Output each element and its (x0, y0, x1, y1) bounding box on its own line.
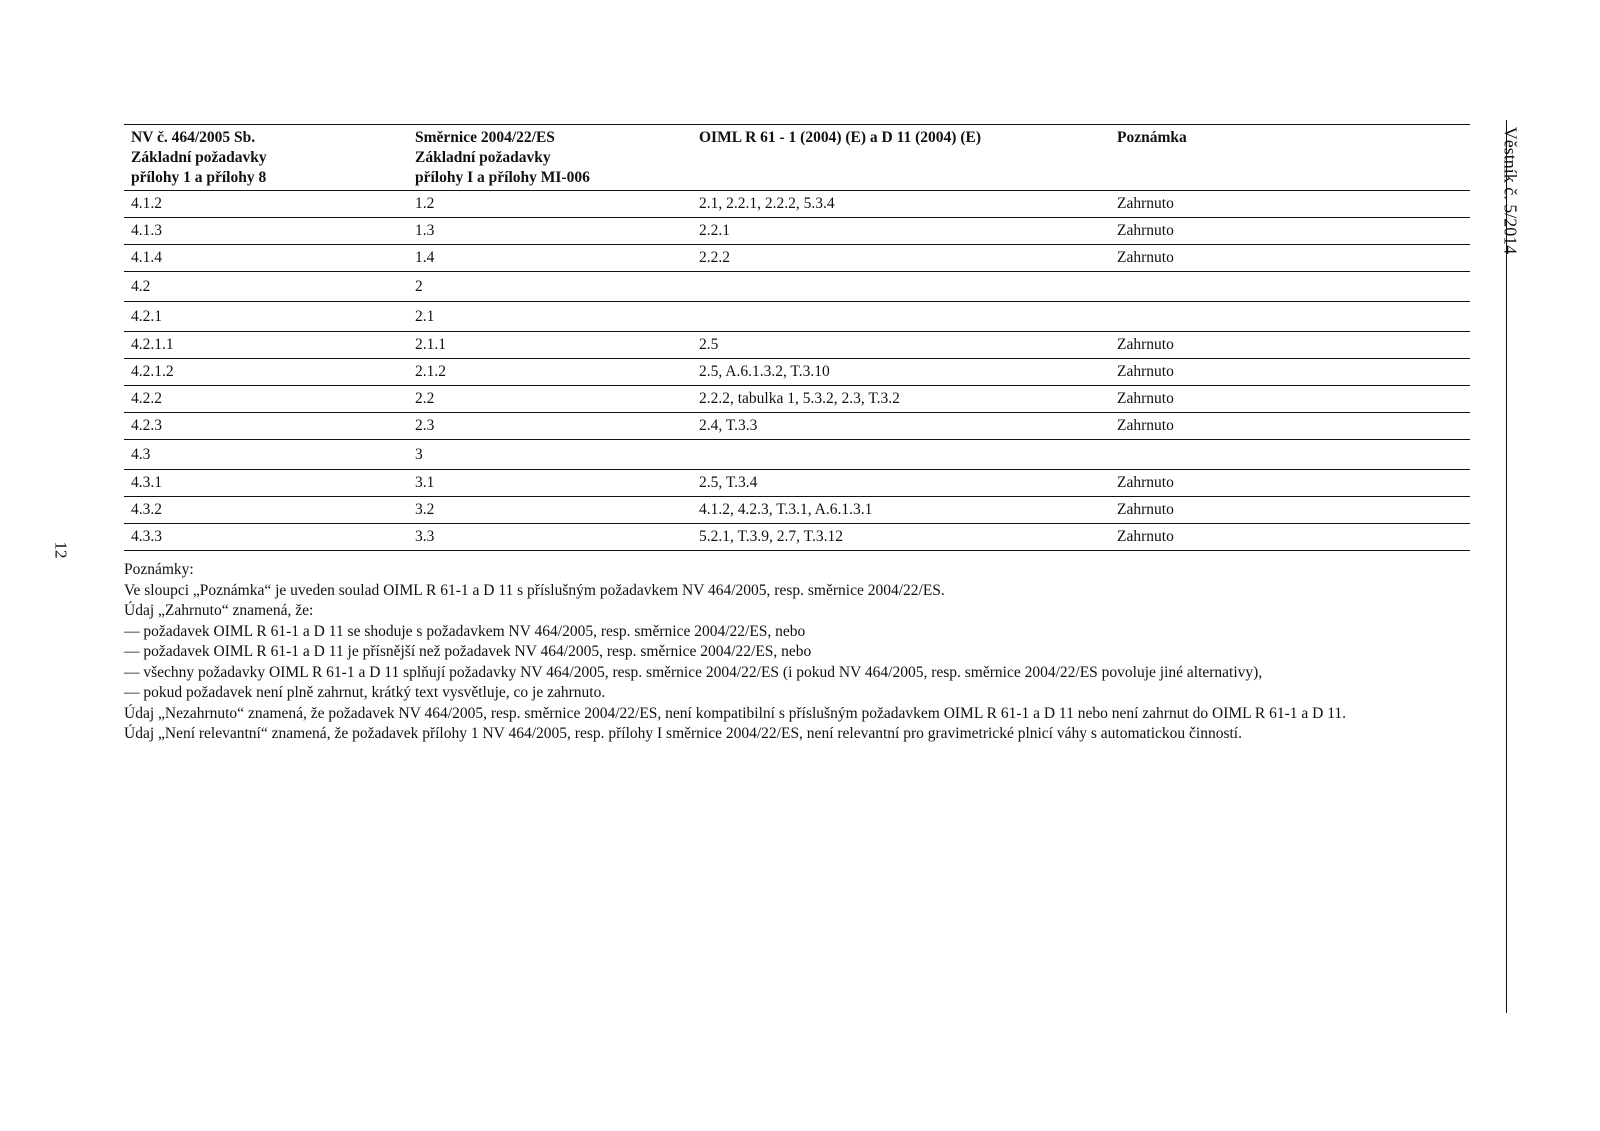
cell-nv: 4.1.2 (131, 195, 162, 212)
page-number: 12 (51, 541, 71, 559)
header-directive (408, 125, 692, 191)
table-row (124, 359, 1470, 386)
cell-nv: 4.2.1.1 (131, 336, 174, 353)
cell-directive: 2.3 (415, 417, 435, 434)
cell-nv: 4.3.1 (131, 474, 162, 491)
header-line: Směrnice 2004/22/ES (415, 129, 555, 146)
cell-oiml: 2.2.2 (699, 249, 730, 266)
cell-note: Zahrnuto (1117, 195, 1174, 212)
cell-directive: 2.1.1 (415, 336, 446, 353)
cell-note: Zahrnuto (1117, 363, 1174, 380)
cell-oiml: 4.1.2, 4.2.3, T.3.1, A.6.1.3.1 (699, 501, 873, 518)
cell-directive: 2.1 (415, 307, 435, 325)
cell-directive: 3 (415, 445, 423, 463)
cell-oiml: 2.5 (699, 336, 719, 353)
cell-directive: 1.3 (415, 222, 435, 239)
side-rule (1506, 120, 1507, 1013)
table-row (124, 470, 1470, 497)
table-row (124, 302, 1470, 332)
cell-nv: 4.2.1 (131, 307, 162, 325)
note-line: — pokud požadavek není plně zahrnut, krátký text vysvětluje, co je zahrnuto. (124, 684, 606, 701)
header-line: přílohy 1 a přílohy 8 (131, 169, 267, 186)
cell-oiml: 2.1, 2.2.1, 2.2.2, 5.3.4 (699, 195, 835, 212)
note-line: — požadavek OIML R 61-1 a D 11 je přísnější než požadavek NV 464/2005, resp. směrnice 2004/22/ES, nebo (124, 643, 812, 660)
cell-note: Zahrnuto (1117, 501, 1174, 518)
cell-oiml: 2.2.1 (699, 222, 730, 239)
header-line: přílohy I a přílohy MI-006 (415, 169, 590, 186)
notes-section (124, 560, 1470, 745)
cell-oiml: 2.2.2, tabulka 1, 5.3.2, 2.3, T.3.2 (699, 390, 900, 407)
header-line: NV č. 464/2005 Sb. (131, 129, 256, 146)
notes-heading: Poznámky: (124, 561, 194, 578)
cell-note (1110, 272, 1470, 302)
cell-oiml: 2.4, T.3.3 (699, 417, 758, 434)
header-oiml (692, 125, 1110, 191)
table-row (124, 413, 1470, 440)
requirements-table-container (124, 124, 1470, 551)
cell-nv: 4.3.3 (131, 528, 162, 545)
cell-directive: 3.3 (415, 528, 435, 545)
table-row (124, 191, 1470, 218)
cell-directive: 1.2 (415, 195, 435, 212)
cell-note: Zahrnuto (1117, 528, 1174, 545)
table-row (124, 245, 1470, 272)
table-row (124, 386, 1470, 413)
table-row (124, 524, 1470, 551)
note-line: — všechny požadavky OIML R 61-1 a D 11 splňují požadavky NV 464/2005, resp. směrnice 2004/22/ES (i pokud NV 464/2005, resp. směrnice 2004/22/ES povoluje jiné alternativy), (124, 663, 1263, 681)
cell-directive: 2.1.2 (415, 363, 446, 380)
cell-note: Zahrnuto (1117, 390, 1174, 407)
table-row (124, 497, 1470, 524)
header-line: Základní požadavky (415, 149, 551, 166)
journal-issue-header: Věstník č. 5/2014 (1500, 126, 1521, 255)
cell-oiml: 2.5, A.6.1.3.2, T.3.10 (699, 363, 830, 380)
cell-nv: 4.1.3 (131, 222, 162, 239)
cell-directive: 3.1 (415, 474, 435, 491)
table-header-row (124, 125, 1470, 191)
cell-note (1110, 440, 1470, 470)
table-row (124, 218, 1470, 245)
cell-directive: 1.4 (415, 249, 435, 266)
cell-directive: 2.2 (415, 390, 435, 407)
note-line: Ve sloupci „Poznámka“ je uveden soulad OIML R 61-1 a D 11 s příslušným požadavkem NV 464/2005, resp. směrnice 2004/22/ES. (124, 581, 945, 599)
cell-nv: 4.2.1.2 (131, 363, 174, 380)
cell-note: Zahrnuto (1117, 336, 1174, 353)
cell-nv: 4.2 (131, 277, 151, 295)
header-nv (124, 125, 408, 191)
cell-oiml (692, 302, 1110, 332)
header-line: Základní požadavky (131, 149, 267, 166)
cell-note (1110, 302, 1470, 332)
cell-directive: 2 (415, 277, 423, 295)
header-line: Poznámka (1117, 129, 1187, 146)
requirements-table (124, 124, 1470, 551)
cell-nv: 4.2.3 (131, 417, 162, 434)
cell-oiml: 5.2.1, T.3.9, 2.7, T.3.12 (699, 528, 843, 545)
cell-nv: 4.1.4 (131, 249, 162, 266)
header-line: OIML R 61 - 1 (2004) (E) a D 11 (2004) (E) (699, 129, 981, 146)
cell-oiml (692, 272, 1110, 302)
note-line: Údaj „Nezahrnuto“ znamená, že požadavek NV 464/2005, resp. směrnice 2004/22/ES, není kompatibilní s příslušným požadavkem OIML R 61-1 a D 11 nebo není zahrnut do OIML R 61-1 a D 11. (124, 704, 1347, 722)
cell-nv: 4.2.2 (131, 390, 162, 407)
cell-note: Zahrnuto (1117, 222, 1174, 239)
cell-note: Zahrnuto (1117, 417, 1174, 434)
cell-oiml (692, 440, 1110, 470)
cell-oiml: 2.5, T.3.4 (699, 474, 758, 491)
note-line: Údaj „Zahrnuto“ znamená, že: (124, 602, 314, 619)
cell-note: Zahrnuto (1117, 249, 1174, 266)
table-row (124, 332, 1470, 359)
cell-directive: 3.2 (415, 501, 435, 518)
table-row (124, 272, 1470, 302)
cell-nv: 4.3 (131, 445, 151, 463)
table-row (124, 440, 1470, 470)
note-line: Údaj „Není relevantní“ znamená, že požadavek přílohy 1 NV 464/2005, resp. přílohy I směrnice 2004/22/ES, není relevantní pro gravimetrické plnicí váhy s automatickou činností. (124, 725, 1242, 742)
header-note (1110, 125, 1470, 191)
cell-nv: 4.3.2 (131, 501, 162, 518)
note-line: — požadavek OIML R 61-1 a D 11 se shoduje s požadavkem NV 464/2005, resp. směrnice 2004/22/ES, nebo (124, 622, 806, 640)
cell-note: Zahrnuto (1117, 474, 1174, 491)
